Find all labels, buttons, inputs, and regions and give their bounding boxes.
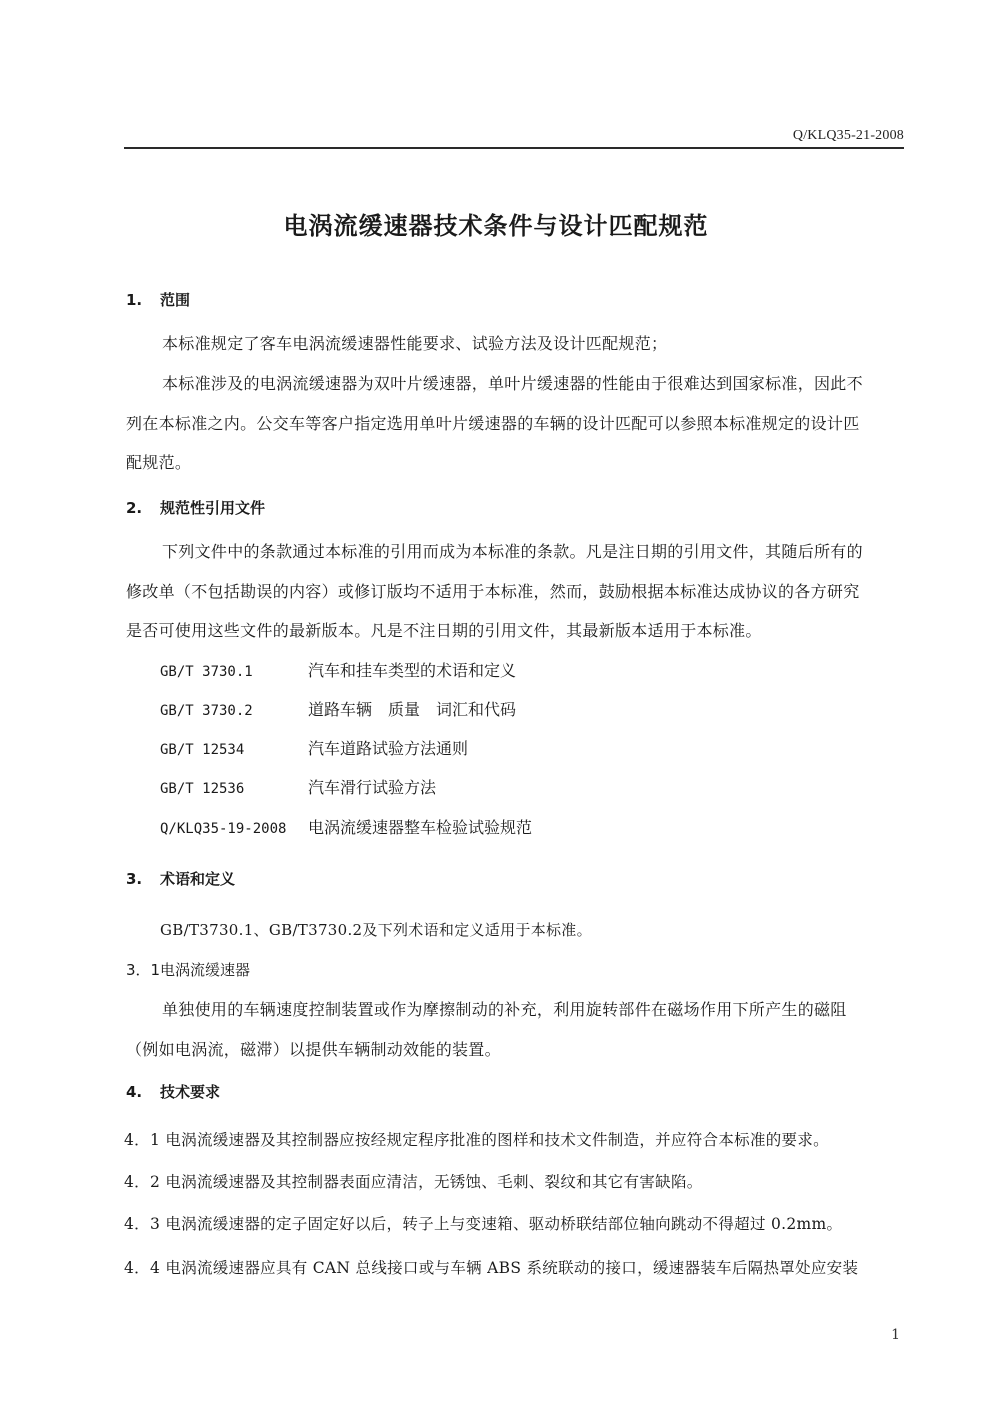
reference-title: 道路车辆 质量 词汇和代码 [308,700,517,719]
section-1-para-1: 本标准规定了客车电涡流缓速器性能要求、试验方法及设计匹配规范； [162,334,668,353]
reference-title: 汽车道路试验方法通则 [308,739,469,758]
reference-title: 汽车滑行试验方法 [308,778,437,797]
section-3-1-para-line-1: 单独使用的车辆速度控制装置或作为摩擦制动的补充，利用旋转部件在磁场作用下所产生的磁阻 [162,1000,847,1019]
reference-code: GB/T 3730.1 [160,664,253,680]
section-4-number: 4. [126,1083,143,1101]
section-3-title: 术语和定义 [160,870,236,888]
reference-row [160,778,436,799]
section-2-number: 2. [126,499,143,517]
section-3-1-para-line-2: （例如电涡流，磁滞）以提供车辆制动效能的装置。 [126,1040,501,1059]
section-3-1-number: 3．1 [126,961,161,979]
section-2-title: 规范性引用文件 [160,499,266,517]
section-3-heading [126,869,235,889]
document-code: Q/KLQ35-21-2008 [792,128,904,143]
document-title: 电涡流缓速器技术条件与设计匹配规范 [283,212,709,240]
reference-row [160,700,516,721]
page-number: 1 [891,1327,900,1343]
section-2-para-line-1: 下列文件中的条款通过本标准的引用而成为本标准的条款。凡是注日期的引用文件，其随后所有的 [162,542,863,561]
section-2-heading [126,498,265,518]
section-1-para-2-line-3: 配规范。 [126,453,192,472]
section-4-item-1: 4．1 电涡流缓速器及其控制器应按经规定程序批准的图样和技术文件制造，并应符合本标准的要求。 [124,1131,829,1149]
section-2-para-line-3: 是否可使用这些文件的最新版本。凡是不注日期的引用文件，其最新版本适用于本标准。 [126,621,762,640]
section-4-heading [126,1082,220,1102]
section-3-1-heading [126,960,250,980]
section-1-heading [126,290,190,310]
reference-code: GB/T 12534 [160,742,245,758]
section-4-item-3: 4．3 电涡流缓速器的定子固定好以后，转子上与变速箱、驱动桥联结部位轴向跳动不得超过 0.2mm。 [124,1215,843,1233]
section-4-item-2: 4．2 电涡流缓速器及其控制器表面应清洁，无锈蚀、毛刺、裂纹和其它有害缺陷。 [124,1173,703,1191]
reference-row [160,739,468,760]
section-1-para-2-line-2: 列在本标准之内。公交车等客户指定选用单叶片缓速器的车辆的设计匹配可以参照本标准规定的设计匹 [126,414,860,433]
section-3-para: GB/T3730.1、GB/T3730.2及下列术语和定义适用于本标准。 [160,921,592,939]
section-3-number: 3. [126,870,143,888]
section-3-1-title: 电涡流缓速器 [160,961,251,979]
reference-row [160,818,532,839]
reference-title: 电涡流缓速器整车检验试验规范 [308,818,533,837]
section-1-title: 范围 [160,291,191,309]
section-4-title: 技术要求 [160,1083,221,1101]
reference-code: GB/T 12536 [160,781,245,797]
reference-code: Q/KLQ35-19-2008 [160,821,287,837]
reference-title: 汽车和挂车类型的术语和定义 [308,661,517,680]
reference-code: GB/T 3730.2 [160,703,253,719]
reference-row [160,661,516,682]
header-rule [124,147,904,149]
section-1-para-2-line-1: 本标准涉及的电涡流缓速器为双叶片缓速器，单叶片缓速器的性能由于很难达到国家标准，因此不 [162,374,863,393]
section-4-item-4: 4．4 电涡流缓速器应具有 CAN 总线接口或与车辆 ABS 系统联动的接口，缓速器装车后隔热罩处应安装 [124,1259,859,1277]
section-1-number: 1. [126,291,143,309]
section-2-para-line-2: 修改单（不包括勘误的内容）或修订版均不适用于本标准，然而，鼓励根据本标准达成协议的各方研究 [126,582,860,601]
